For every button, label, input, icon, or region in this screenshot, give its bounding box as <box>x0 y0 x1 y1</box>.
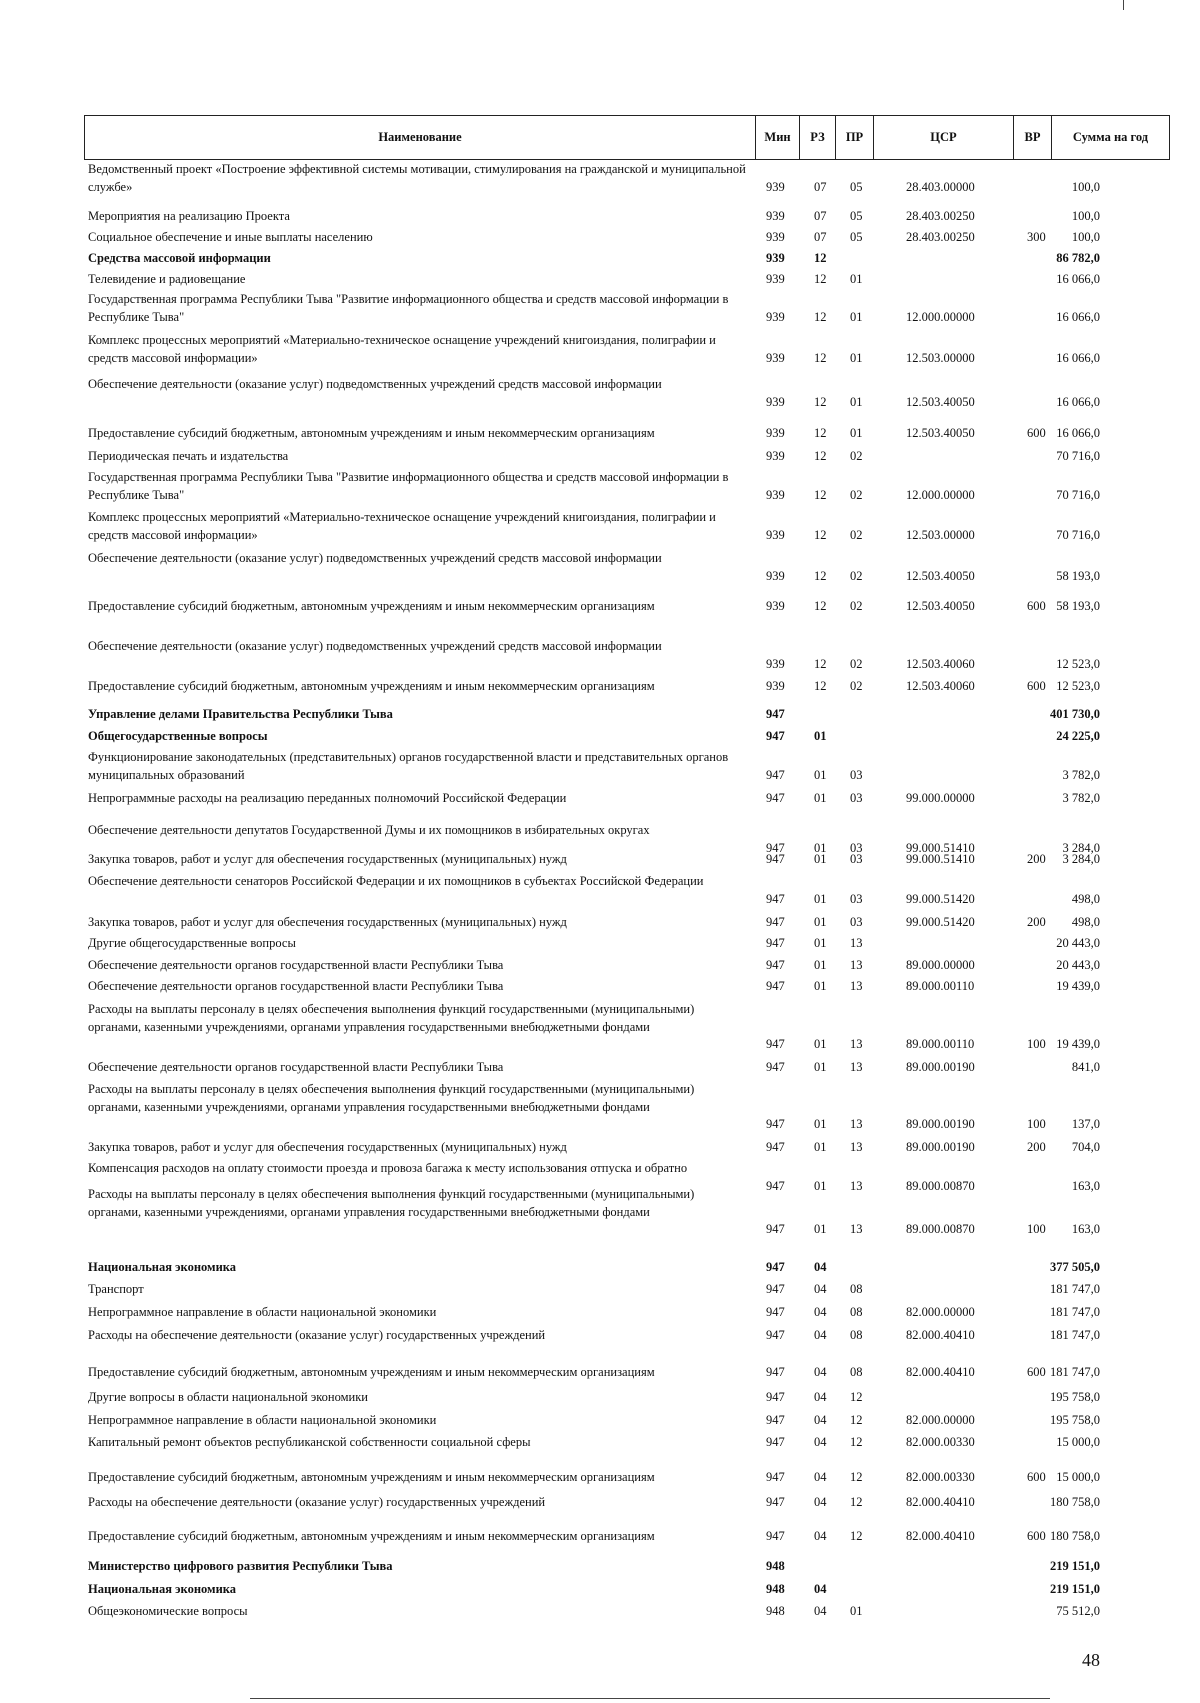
cell-min: 939 <box>766 679 785 693</box>
cell-rz: 12 <box>814 251 827 265</box>
cell-sum-text: 3 782,0 <box>1062 767 1100 782</box>
cell-rz: 04 <box>814 1305 827 1319</box>
cell-min: 939 <box>766 656 785 671</box>
cell-rz: 12 <box>814 599 827 613</box>
cell-pr: 01 <box>850 1604 863 1618</box>
cell-sum-text: 16 066,0 <box>1056 426 1100 440</box>
cell-rz: 01 <box>814 840 827 855</box>
cell-csr: 99.000.51420 <box>906 891 975 906</box>
cell-min: 947 <box>766 1305 785 1319</box>
cell-sum-text: 19 439,0 <box>1056 979 1100 993</box>
cell-sum-text: 70 716,0 <box>1056 487 1100 502</box>
cell-sum-text: 15 000,0 <box>1056 1470 1100 1484</box>
cell-min: 947 <box>766 1037 785 1051</box>
cell-csr: 12.503.40050 <box>906 599 975 613</box>
cell-name: Закупка товаров, работ и услуг для обеспечения государственных (муниципальных) нужд <box>88 852 567 866</box>
cell-name: Другие общегосударственные вопросы <box>88 936 296 950</box>
cell-csr: 12.503.40050 <box>906 426 975 440</box>
cell-rz: 04 <box>814 1260 827 1274</box>
cell-name: Обеспечение деятельности органов государственной власти Республики Тыва <box>88 958 504 972</box>
cell-rz: 01 <box>814 915 827 929</box>
cell-min: 947 <box>766 1060 785 1074</box>
cell-rz: 12 <box>814 272 827 286</box>
cell-sum-text: 163,0 <box>1071 1178 1100 1193</box>
cell-min: 939 <box>766 251 785 265</box>
header-vr-label: ВР <box>1024 130 1041 144</box>
header-vr <box>1014 115 1052 160</box>
cell-pr: 13 <box>850 1222 863 1236</box>
cell-csr: 12.503.40050 <box>906 568 975 583</box>
cell-rz: 01 <box>814 1037 827 1051</box>
header-sum <box>1052 115 1170 160</box>
cell-min: 947 <box>766 791 785 805</box>
cell-name: Закупка товаров, работ и услуг для обеспечения государственных (муниципальных) нужд <box>88 1140 567 1154</box>
cell-rz: 07 <box>814 209 827 223</box>
cell-csr: 89.000.00110 <box>906 979 975 993</box>
cell-rz: 07 <box>814 230 827 244</box>
cell-min: 947 <box>766 1222 785 1236</box>
cell-pr: 01 <box>850 309 863 324</box>
cell-rz: 01 <box>814 1140 827 1154</box>
cell-pr: 13 <box>850 1037 863 1051</box>
cell-min: 947 <box>766 1328 785 1342</box>
cell-sum-text: 180 758,0 <box>1050 1495 1100 1509</box>
cell-min: 939 <box>766 599 785 613</box>
cell-pr: 05 <box>850 209 863 223</box>
cell-sum-text: 498,0 <box>1071 891 1100 906</box>
cell-sum-text: 3 284,0 <box>1062 852 1100 866</box>
cell-vr: 100 <box>1027 1037 1046 1051</box>
cell-rz: 12 <box>814 394 827 409</box>
cell-sum-text: 24 225,0 <box>1056 729 1100 743</box>
cell-name: Функционирование законодательных (представительных) органов государственной власти и представительных органов муниципальных образований <box>88 750 729 782</box>
cell-csr: 12.000.00000 <box>906 487 975 502</box>
cell-rz: 04 <box>814 1470 827 1484</box>
cell-csr: 82.000.00000 <box>906 1413 975 1427</box>
cell-rz: 04 <box>814 1365 827 1379</box>
cell-sum-text: 16 066,0 <box>1056 272 1100 286</box>
cell-csr: 82.000.40410 <box>906 1495 975 1509</box>
cell-rz: 12 <box>814 309 827 324</box>
cell-name: Мероприятия на реализацию Проекта <box>88 209 290 223</box>
cell-min: 947 <box>766 915 785 929</box>
cell-vr: 600 <box>1027 599 1046 613</box>
cell-csr: 28.403.00250 <box>906 230 975 244</box>
cell-sum-text: 219 151,0 <box>1050 1559 1100 1573</box>
cell-min: 948 <box>766 1559 785 1573</box>
cell-rz: 12 <box>814 679 827 693</box>
cell-csr: 12.503.40060 <box>906 656 975 671</box>
cell-name: Комплекс процессных мероприятий «Материально-техническое оснащение учреждений книгоиздания, полиграфии и средств массовой информации» <box>88 510 716 542</box>
cell-rz: 04 <box>814 1435 827 1449</box>
cell-min: 947 <box>766 840 785 855</box>
cell-min: 939 <box>766 350 785 365</box>
cell-csr: 89.000.00870 <box>906 1222 975 1236</box>
cell-pr: 13 <box>850 936 863 950</box>
cell-csr: 82.000.40410 <box>906 1529 975 1543</box>
cell-sum-text: 70 716,0 <box>1056 449 1100 463</box>
cell-name: Обеспечение деятельности (оказание услуг) подведомственных учреждений средств массовой информации <box>88 639 662 653</box>
cell-sum-text: 704,0 <box>1071 1140 1100 1154</box>
cell-name: Капитальный ремонт объектов республиканской собственности социальной сферы <box>88 1435 531 1449</box>
cell-min: 939 <box>766 426 785 440</box>
cell-sum-text: 181 747,0 <box>1050 1305 1100 1319</box>
cell-sum-text: 401 730,0 <box>1050 707 1100 721</box>
cell-pr: 02 <box>850 679 863 693</box>
cell-pr: 12 <box>850 1529 863 1543</box>
cell-name: Расходы на обеспечение деятельности (оказание услуг) государственных учреждений <box>88 1495 546 1509</box>
header-sum-label: Сумма на год <box>1072 130 1149 144</box>
cell-min: 947 <box>766 1260 785 1274</box>
cell-pr: 03 <box>850 915 863 929</box>
cell-name: Национальная экономика <box>88 1582 237 1596</box>
scan-mark <box>1123 0 1124 10</box>
cell-csr: 12.503.00000 <box>906 350 975 365</box>
cell-pr: 03 <box>850 840 863 855</box>
cell-csr: 12.503.40060 <box>906 679 975 693</box>
cell-min: 939 <box>766 487 785 502</box>
cell-pr: 13 <box>850 1117 863 1131</box>
cell-name: Непрограммные расходы на реализацию переданных полномочий Российской Федерации <box>88 791 567 805</box>
cell-min: 947 <box>766 1140 785 1154</box>
cell-pr: 03 <box>850 891 863 906</box>
cell-sum-text: 20 443,0 <box>1056 958 1100 972</box>
cell-name: Общегосударственные вопросы <box>88 729 268 743</box>
cell-rz: 01 <box>814 1117 827 1131</box>
cell-sum-text: 75 512,0 <box>1056 1604 1100 1618</box>
cell-csr: 28.403.00000 <box>906 179 975 194</box>
cell-sum-text: 180 758,0 <box>1050 1529 1100 1543</box>
cell-pr: 01 <box>850 350 863 365</box>
cell-sum-text: 16 066,0 <box>1056 350 1100 365</box>
header-name-label: Наименование <box>378 130 462 144</box>
cell-min: 947 <box>766 1117 785 1131</box>
cell-min: 939 <box>766 209 785 223</box>
cell-pr: 12 <box>850 1495 863 1509</box>
cell-min: 947 <box>766 1470 785 1484</box>
cell-min: 939 <box>766 179 785 194</box>
cell-name: Закупка товаров, работ и услуг для обеспечения государственных (муниципальных) нужд <box>88 915 567 929</box>
cell-sum-text: 70 716,0 <box>1056 527 1100 542</box>
cell-csr: 99.000.00000 <box>906 791 975 805</box>
cell-rz: 04 <box>814 1495 827 1509</box>
cell-name: Комплекс процессных мероприятий «Материально-техническое оснащение учреждений книгоиздания, полиграфии и средств массовой информации» <box>88 333 716 365</box>
cell-min: 948 <box>766 1582 785 1596</box>
cell-min: 939 <box>766 309 785 324</box>
cell-pr: 02 <box>850 656 863 671</box>
cell-pr: 05 <box>850 179 863 194</box>
cell-csr: 89.000.00190 <box>906 1117 975 1131</box>
cell-csr: 28.403.00250 <box>906 209 975 223</box>
cell-name: Средства массовой информации <box>88 251 271 265</box>
cell-rz: 01 <box>814 979 827 993</box>
cell-name: Транспорт <box>88 1282 144 1296</box>
cell-sum-text: 3 782,0 <box>1062 791 1100 805</box>
cell-pr: 03 <box>850 767 863 782</box>
header-csr-label: ЦСР <box>930 130 957 144</box>
cell-name: Обеспечение деятельности (оказание услуг) подведомственных учреждений средств массовой информации <box>88 551 662 565</box>
cell-csr: 99.000.51420 <box>906 915 975 929</box>
cell-pr: 02 <box>850 487 863 502</box>
cell-sum-text: 195 758,0 <box>1050 1413 1100 1427</box>
cell-rz: 01 <box>814 958 827 972</box>
cell-rz: 01 <box>814 852 827 866</box>
cell-name: Предоставление субсидий бюджетным, автономным учреждениям и иным некоммерческим организациям <box>88 679 655 693</box>
cell-name: Министерство цифрового развития Республики Тыва <box>88 1559 393 1573</box>
cell-sum-text: 12 523,0 <box>1056 679 1100 693</box>
cell-sum-text: 841,0 <box>1071 1060 1100 1074</box>
cell-min: 947 <box>766 852 785 866</box>
cell-csr: 99.000.51410 <box>906 840 975 855</box>
header-csr <box>874 115 1014 160</box>
cell-pr: 13 <box>850 1140 863 1154</box>
cell-sum-text: 163,0 <box>1071 1222 1100 1236</box>
cell-pr: 13 <box>850 1060 863 1074</box>
cell-sum-text: 19 439,0 <box>1056 1037 1100 1051</box>
cell-name: Непрограммное направление в области национальной экономики <box>88 1305 437 1319</box>
cell-sum-text: 58 193,0 <box>1056 599 1100 613</box>
cell-sum-text: 3 284,0 <box>1062 840 1100 855</box>
cell-vr: 600 <box>1027 1470 1046 1484</box>
cell-pr: 05 <box>850 230 863 244</box>
cell-sum-text: 498,0 <box>1071 915 1100 929</box>
cell-min: 947 <box>766 979 785 993</box>
cell-csr: 12.000.00000 <box>906 309 975 324</box>
cell-rz: 01 <box>814 1060 827 1074</box>
cell-name: Предоставление субсидий бюджетным, автономным учреждениям и иным некоммерческим организациям <box>88 599 655 613</box>
cell-rz: 01 <box>814 729 827 743</box>
cell-min: 948 <box>766 1604 785 1618</box>
cell-vr: 600 <box>1027 1529 1046 1543</box>
cell-min: 939 <box>766 394 785 409</box>
cell-pr: 13 <box>850 958 863 972</box>
cell-min: 947 <box>766 936 785 950</box>
cell-pr: 12 <box>850 1390 863 1404</box>
cell-rz: 12 <box>814 449 827 463</box>
cell-min: 947 <box>766 1529 785 1543</box>
cell-min: 947 <box>766 707 785 721</box>
cell-name: Предоставление субсидий бюджетным, автономным учреждениям и иным некоммерческим организациям <box>88 1365 655 1379</box>
header-name <box>84 115 756 160</box>
cell-sum-text: 100,0 <box>1071 230 1100 244</box>
cell-rz: 12 <box>814 527 827 542</box>
cell-name: Компенсация расходов на оплату стоимости проезда и провоза багажа к месту использования отпуска и обратно <box>88 1161 688 1175</box>
cell-name: Государственная программа Республики Тыва "Развитие информационного общества и средств массовой информации в Республике Тыва" <box>88 470 729 502</box>
cell-name: Обеспечение деятельности (оказание услуг) подведомственных учреждений средств массовой информации <box>88 377 662 391</box>
cell-pr: 08 <box>850 1282 863 1296</box>
cell-vr: 100 <box>1027 1222 1046 1236</box>
cell-name: Расходы на обеспечение деятельности (оказание услуг) государственных учреждений <box>88 1328 546 1342</box>
cell-sum-text: 15 000,0 <box>1056 1435 1100 1449</box>
cell-name: Обеспечение деятельности сенаторов Российской Федерации и их помощников в субъектах Российской Федерации <box>88 874 704 888</box>
scan-edge-line <box>250 1698 1050 1699</box>
cell-name: Телевидение и радиовещание <box>88 272 246 286</box>
cell-csr: 89.000.00190 <box>906 1060 975 1074</box>
cell-sum-text: 100,0 <box>1071 209 1100 223</box>
cell-min: 939 <box>766 272 785 286</box>
cell-pr: 12 <box>850 1470 863 1484</box>
cell-min: 947 <box>766 1435 785 1449</box>
cell-min: 939 <box>766 527 785 542</box>
cell-vr: 600 <box>1027 426 1046 440</box>
cell-rz: 01 <box>814 791 827 805</box>
cell-sum-text: 181 747,0 <box>1050 1365 1100 1379</box>
cell-rz: 04 <box>814 1529 827 1543</box>
cell-rz: 01 <box>814 936 827 950</box>
cell-pr: 01 <box>850 394 863 409</box>
cell-min: 939 <box>766 449 785 463</box>
cell-vr: 200 <box>1027 915 1046 929</box>
cell-name: Расходы на выплаты персоналу в целях обеспечения выполнения функций государственными (муниципальными) органами, казенными учреждениями, органами управления государственными внебюджетными фондами <box>88 1187 695 1219</box>
cell-min: 939 <box>766 568 785 583</box>
cell-sum-text: 181 747,0 <box>1050 1282 1100 1296</box>
cell-vr: 300 <box>1027 230 1046 244</box>
cell-sum-text: 86 782,0 <box>1056 251 1100 265</box>
cell-rz: 12 <box>814 487 827 502</box>
cell-pr: 08 <box>850 1365 863 1379</box>
cell-sum-text: 137,0 <box>1071 1117 1100 1131</box>
cell-csr: 82.000.00000 <box>906 1305 975 1319</box>
cell-min: 947 <box>766 1282 785 1296</box>
cell-name: Обеспечение деятельности органов государственной власти Республики Тыва <box>88 1060 504 1074</box>
cell-rz: 01 <box>814 767 827 782</box>
cell-rz: 12 <box>814 350 827 365</box>
cell-pr: 13 <box>850 1178 863 1193</box>
cell-name: Обеспечение деятельности депутатов Государственной Думы и их помощников в избирательных округах <box>88 823 650 837</box>
cell-pr: 12 <box>850 1413 863 1427</box>
cell-pr: 12 <box>850 1435 863 1449</box>
cell-pr: 01 <box>850 272 863 286</box>
cell-csr: 12.503.40050 <box>906 394 975 409</box>
header-min <box>756 115 800 160</box>
cell-vr: 600 <box>1027 1365 1046 1379</box>
cell-name: Расходы на выплаты персоналу в целях обеспечения выполнения функций государственными (муниципальными) органами, казенными учреждениями, органами управления государственными внебюджетными фондами <box>88 1002 695 1034</box>
cell-name: Предоставление субсидий бюджетным, автономным учреждениям и иным некоммерческим организациям <box>88 1529 655 1543</box>
header-min-label: Мин <box>764 130 791 144</box>
cell-min: 939 <box>766 230 785 244</box>
cell-vr: 100 <box>1027 1117 1046 1131</box>
cell-sum-text: 16 066,0 <box>1056 309 1100 324</box>
cell-rz: 12 <box>814 568 827 583</box>
header-pr-label: ПР <box>845 130 864 144</box>
cell-rz: 01 <box>814 1178 827 1193</box>
cell-pr: 08 <box>850 1328 863 1342</box>
cell-sum-text: 219 151,0 <box>1050 1582 1100 1596</box>
cell-min: 947 <box>766 891 785 906</box>
cell-min: 947 <box>766 1178 785 1193</box>
page-number: 48 <box>1082 1650 1100 1670</box>
cell-csr: 89.000.00000 <box>906 958 975 972</box>
cell-name: Непрограммное направление в области национальной экономики <box>88 1413 437 1427</box>
cell-sum-text: 12 523,0 <box>1056 656 1100 671</box>
cell-pr: 03 <box>850 852 863 866</box>
cell-csr: 82.000.00330 <box>906 1435 975 1449</box>
cell-rz: 04 <box>814 1328 827 1342</box>
cell-rz: 12 <box>814 426 827 440</box>
cell-name: Расходы на выплаты персоналу в целях обеспечения выполнения функций государственными (муниципальными) органами, казенными учреждениями, органами управления государственными внебюджетными фондами <box>88 1082 695 1114</box>
cell-pr: 01 <box>850 426 863 440</box>
cell-name: Предоставление субсидий бюджетным, автономным учреждениям и иным некоммерческим организациям <box>88 426 655 440</box>
cell-sum-text: 100,0 <box>1071 179 1100 194</box>
cell-min: 947 <box>766 729 785 743</box>
cell-sum-text: 195 758,0 <box>1050 1390 1100 1404</box>
cell-pr: 02 <box>850 527 863 542</box>
cell-name: Периодическая печать и издательства <box>88 449 289 463</box>
cell-csr: 89.000.00190 <box>906 1140 975 1154</box>
cell-name: Национальная экономика <box>88 1260 237 1274</box>
cell-name: Общеэкономические вопросы <box>88 1604 248 1618</box>
cell-rz: 04 <box>814 1282 827 1296</box>
cell-sum-text: 16 066,0 <box>1056 394 1100 409</box>
cell-min: 947 <box>766 1365 785 1379</box>
cell-csr: 82.000.40410 <box>906 1328 975 1342</box>
cell-name: Другие вопросы в области национальной экономики <box>88 1390 368 1404</box>
cell-min: 947 <box>766 1495 785 1509</box>
cell-csr: 12.503.00000 <box>906 527 975 542</box>
cell-csr: 82.000.00330 <box>906 1470 975 1484</box>
cell-vr: 200 <box>1027 852 1046 866</box>
cell-rz: 04 <box>814 1582 827 1596</box>
cell-pr: 08 <box>850 1305 863 1319</box>
cell-sum-text: 58 193,0 <box>1056 568 1100 583</box>
cell-name: Социальное обеспечение и иные выплаты населению <box>88 230 373 244</box>
cell-vr: 600 <box>1027 679 1046 693</box>
cell-name: Управление делами Правительства Республики Тыва <box>88 707 393 721</box>
cell-csr: 89.000.00110 <box>906 1037 975 1051</box>
cell-sum-text: 20 443,0 <box>1056 936 1100 950</box>
cell-min: 947 <box>766 958 785 972</box>
cell-min: 947 <box>766 1390 785 1404</box>
cell-rz: 07 <box>814 179 827 194</box>
cell-pr: 13 <box>850 979 863 993</box>
cell-csr: 82.000.40410 <box>906 1365 975 1379</box>
cell-vr: 200 <box>1027 1140 1046 1154</box>
cell-csr: 99.000.51410 <box>906 852 975 866</box>
cell-pr: 02 <box>850 568 863 583</box>
cell-pr: 02 <box>850 449 863 463</box>
header-rz-label: РЗ <box>810 130 825 144</box>
cell-name: Предоставление субсидий бюджетным, автономным учреждениям и иным некоммерческим организациям <box>88 1470 655 1484</box>
cell-name: Государственная программа Республики Тыва "Развитие информационного общества и средств массовой информации в Республике Тыва" <box>88 292 729 324</box>
cell-min: 947 <box>766 1413 785 1427</box>
cell-rz: 01 <box>814 891 827 906</box>
cell-rz: 04 <box>814 1390 827 1404</box>
cell-name: Ведомственный проект «Построение эффективной системы мотивации, стимулирования на гражданской и муниципальной службе» <box>88 162 746 194</box>
header-pr <box>836 115 874 160</box>
cell-pr: 02 <box>850 599 863 613</box>
cell-rz: 01 <box>814 1222 827 1236</box>
cell-rz: 04 <box>814 1413 827 1427</box>
cell-csr: 89.000.00870 <box>906 1178 975 1193</box>
cell-name: Обеспечение деятельности органов государственной власти Республики Тыва <box>88 979 504 993</box>
cell-sum-text: 181 747,0 <box>1050 1328 1100 1342</box>
cell-rz: 04 <box>814 1604 827 1618</box>
cell-pr: 03 <box>850 791 863 805</box>
header-rz <box>800 115 836 160</box>
cell-min: 947 <box>766 767 785 782</box>
cell-rz: 12 <box>814 656 827 671</box>
cell-sum-text: 377 505,0 <box>1050 1260 1100 1274</box>
